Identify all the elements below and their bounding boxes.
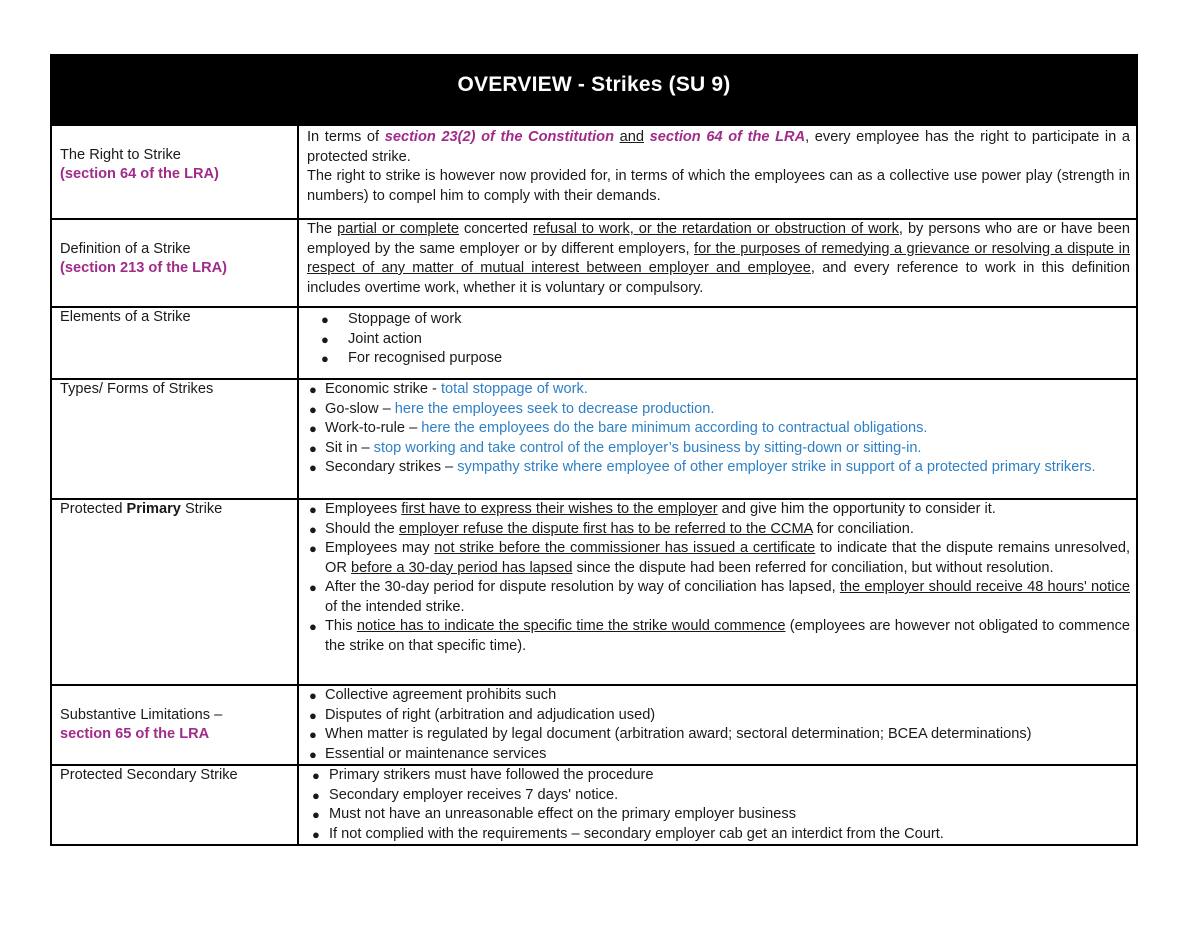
list-item: ● When matter is regulated by legal document (arbitration award; sectoral determination; BCEA determinations) xyxy=(309,726,1032,742)
table-row xyxy=(51,765,1137,845)
list-item: ● Disputes of right (arbitration and adjudication used) xyxy=(309,706,656,723)
row-content-cell xyxy=(298,765,1137,845)
table-row xyxy=(51,379,1137,499)
list-item: ● Joint action xyxy=(321,330,422,347)
row-label: The Right to Strike xyxy=(60,147,181,163)
table-row xyxy=(51,125,1137,219)
types-list xyxy=(307,380,1130,478)
page-title: OVERVIEW - Strikes (SU 9) xyxy=(457,73,731,96)
section-reference: section 65 of the LRA xyxy=(60,726,210,742)
row-label-cell xyxy=(51,685,298,765)
row-label: Types/ Forms of Strikes xyxy=(60,381,214,397)
row-label: Protected Primary Strike xyxy=(60,501,223,517)
list-item: ● Collective agreement prohibits such xyxy=(309,687,557,703)
list-item: ● Go-slow – here the employees seek to decrease production. xyxy=(309,400,715,417)
table-row xyxy=(51,499,1137,685)
primary-list xyxy=(307,500,1130,656)
list-item: ● Should the employer refuse the dispute first has to be referred to the CCMA for conciliation. xyxy=(309,520,914,537)
row-label-cell xyxy=(51,499,298,685)
table-row xyxy=(51,685,1137,765)
list-item: ● Secondary strikes – sympathy strike where employee of other employer strike in support of a protected primary strikers. xyxy=(309,459,1096,475)
list-item: ● Work-to-rule – here the employees do the bare minimum according to contractual obligations. xyxy=(309,420,928,436)
elements-list xyxy=(307,308,1130,369)
list-item: ● Stoppage of work xyxy=(321,311,462,327)
list-item: ● Employees first have to express their wishes to the employer and give him the opportunity to consider it. xyxy=(309,501,996,517)
row-content-cell xyxy=(298,125,1137,219)
definition-paragraph: The partial or complete concerted refusal to work, or the retardation or obstruction of work, by persons who are or have been employed by the same employer or by different employers, for the purposes of remedying a grievance or resolving a dispute in respect of any matter of mutual interest between employer and employee, and every reference to work in this definition includes overtime work, whether it is voluntary or compulsory. xyxy=(307,221,1131,296)
list-item: ● Secondary employer receives 7 days' notice. xyxy=(312,786,619,803)
row-label-cell xyxy=(51,765,298,845)
list-item: ● Employees may not strike before the commissioner has issued a certificate to indicate that the dispute remains unresolved, OR before a 30-day period has lapsed since the dispute had been referred for conciliation, but without resolution. xyxy=(309,540,1130,576)
row-content-cell xyxy=(298,379,1137,499)
table-row xyxy=(51,307,1137,379)
row-content-cell xyxy=(298,307,1137,379)
list-item: ● After the 30-day period for dispute resolution by way of conciliation has lapsed, the employer should receive 48 hours' notice of the intended strike. xyxy=(309,579,1131,615)
row-label-cell xyxy=(51,219,298,307)
secondary-list xyxy=(307,766,1130,844)
row-label-cell xyxy=(51,125,298,219)
row-label: Protected Secondary Strike xyxy=(60,767,238,783)
row-label-cell xyxy=(51,379,298,499)
list-item: ● Sit in – stop working and take control of the employer’s business by sitting-down or sitting-in. xyxy=(309,439,922,456)
table-row xyxy=(51,219,1137,307)
list-item: ● Essential or maintenance services xyxy=(309,745,547,762)
right-paragraph: In terms of section 23(2) of the Constitution and section 64 of the LRA, every employee has the right to participate in a protected strike. xyxy=(307,129,1130,165)
list-item: ● Must not have an unreasonable effect on the primary employer business xyxy=(312,806,796,822)
row-label: Substantive Limitations – xyxy=(60,707,223,723)
section-reference: (section 213 of the LRA) xyxy=(60,260,228,276)
row-label: Definition of a Strike xyxy=(60,241,191,257)
row-content-cell xyxy=(298,685,1137,765)
limitations-list xyxy=(307,686,1130,764)
row-label-cell xyxy=(51,307,298,379)
list-item: ● If not complied with the requirements – secondary employer cab get an interdict from the Court. xyxy=(312,825,944,842)
row-content-cell xyxy=(298,499,1137,685)
list-item: ● This notice has to indicate the specific time the strike would commence (employees are however not obligated to commence the strike on that specific time). xyxy=(309,618,1131,654)
row-label: Elements of a Strike xyxy=(60,309,191,325)
row-content-cell xyxy=(298,219,1137,307)
list-item: ● For recognised purpose xyxy=(321,350,503,366)
right-paragraph-2: The right to strike is however now provided for, in terms of which the employees can as a collective use power play (strength in numbers) to compel him to comply with their demands. xyxy=(307,168,1130,204)
overview-table xyxy=(50,54,1138,846)
section-reference: (section 64 of the LRA) xyxy=(60,166,219,182)
list-item: ● Economic strike - total stoppage of work. xyxy=(309,381,588,397)
list-item: ● Primary strikers must have followed the procedure xyxy=(312,767,654,783)
title-banner xyxy=(51,55,1137,125)
